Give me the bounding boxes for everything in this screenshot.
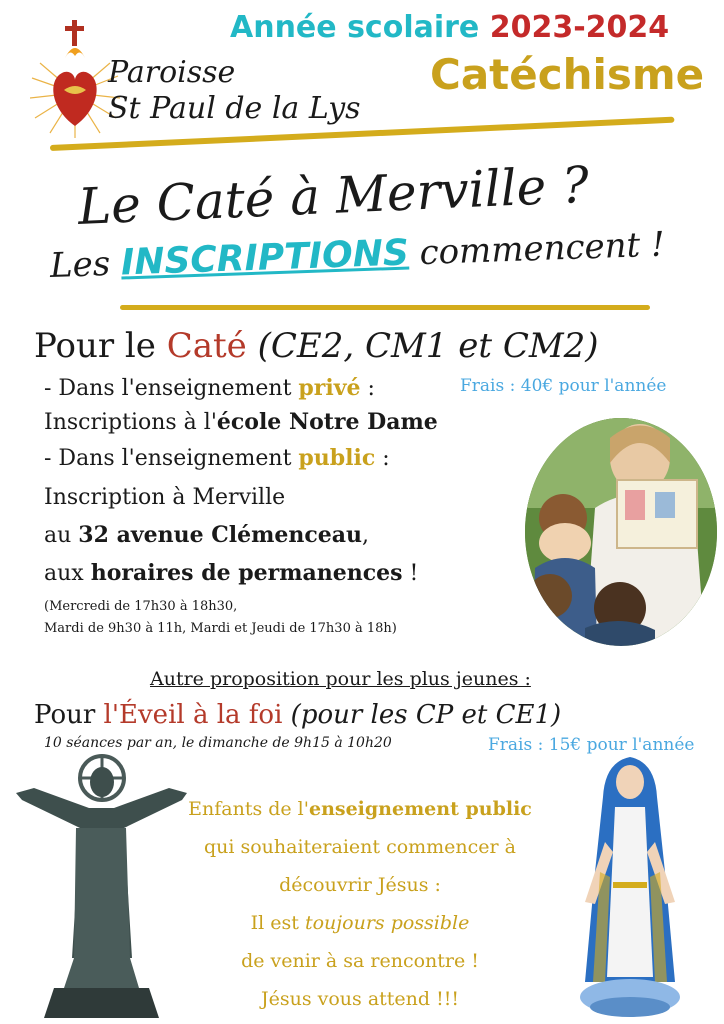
school-year-value: 2023-2024 xyxy=(489,10,670,45)
other-proposal-heading: Autre proposition pour les plus jeunes : xyxy=(150,668,531,690)
prive-school: école Notre Dame xyxy=(216,409,438,435)
message-line-1 xyxy=(170,790,550,828)
public-line-2 xyxy=(44,519,369,552)
schedule-line-2: Mardi de 9h30 à 11h, Mardi et Jeudi de 17h30 à 18h) xyxy=(44,621,397,636)
eveil-heading xyxy=(34,700,561,730)
jesus-statue-icon xyxy=(14,748,189,1018)
children-reading-photo xyxy=(525,418,717,646)
cate-pour-le: Pour le xyxy=(34,326,156,366)
message-line-3: découvrir Jésus : xyxy=(279,874,441,896)
divider-bottom xyxy=(120,305,650,310)
cate-fees: Frais : 40€ pour l'année xyxy=(460,376,667,396)
parish-name xyxy=(108,55,361,127)
cate-classes: (CE2, CM1 et CM2) xyxy=(257,326,599,366)
message-line1-prefix: Enfants de l' xyxy=(188,798,309,820)
parish-line-1: Paroisse xyxy=(108,55,236,90)
public-line3-prefix: aux xyxy=(44,561,84,586)
cate-prive-school-line xyxy=(44,406,438,439)
page-title: Catéchisme xyxy=(430,50,705,99)
public-line-1: Inscription à Merville xyxy=(44,485,286,510)
parish-line-2: St Paul de la Lys xyxy=(108,91,361,126)
message-line4-prefix: Il est xyxy=(250,912,299,934)
public-line3-suffix: ! xyxy=(409,561,419,586)
cate-heading xyxy=(34,326,599,366)
school-year-label: Année scolaire xyxy=(230,10,480,45)
cate-public-line xyxy=(44,442,390,475)
eveil-classes: (pour les CP et CE1) xyxy=(290,700,562,730)
prive-prefix: - Dans l'enseignement xyxy=(44,376,292,401)
mary-statue-icon xyxy=(565,752,695,1020)
public-address: 32 avenue Clémenceau xyxy=(78,522,363,548)
headline-question: Le Caté à Merville ? xyxy=(76,155,591,236)
public-word: public xyxy=(298,445,376,471)
inscriptions-highlight: INSCRIPTIONS xyxy=(120,232,410,284)
public-line-3 xyxy=(44,557,418,590)
sacred-heart-icon xyxy=(30,18,120,138)
prive-suffix: : xyxy=(367,376,375,401)
prive-word: privé xyxy=(298,375,361,401)
eveil-fees: Frais : 15€ pour l'année xyxy=(488,735,695,755)
message-line4-italic: toujours possible xyxy=(304,912,470,934)
eveil-pour: Pour xyxy=(34,700,96,730)
public-suffix: : xyxy=(382,446,390,471)
message-line-2: qui souhaiteraient commencer à xyxy=(203,836,517,858)
headline-prefix: Les xyxy=(49,243,111,286)
message-line-6: Jésus vous attend !!! xyxy=(260,988,460,1010)
cate-prive-line xyxy=(44,372,375,405)
message-line-5: de venir à sa rencontre ! xyxy=(241,950,479,972)
public-line2-prefix: au xyxy=(44,523,72,548)
eveil-sessions: 10 séances par an, le dimanche de 9h15 à 10h20 xyxy=(44,735,392,751)
headline-suffix: commencent ! xyxy=(418,224,666,274)
school-year xyxy=(230,10,669,45)
public-prefix: - Dans l'enseignement xyxy=(44,446,292,471)
message-line1-bold: enseignement public xyxy=(308,798,532,820)
eveil-word: l'Éveil à la foi xyxy=(103,700,283,730)
schedule-line-1: (Mercredi de 17h30 à 18h30, xyxy=(44,599,238,614)
prive-insc-prefix: Inscriptions à l' xyxy=(44,410,217,435)
message-line-4 xyxy=(170,904,550,942)
public-line2-suffix: , xyxy=(362,523,370,548)
public-hours: horaires de permanences xyxy=(90,560,403,586)
public-school-message xyxy=(170,790,550,1018)
cate-word: Caté xyxy=(166,326,247,366)
